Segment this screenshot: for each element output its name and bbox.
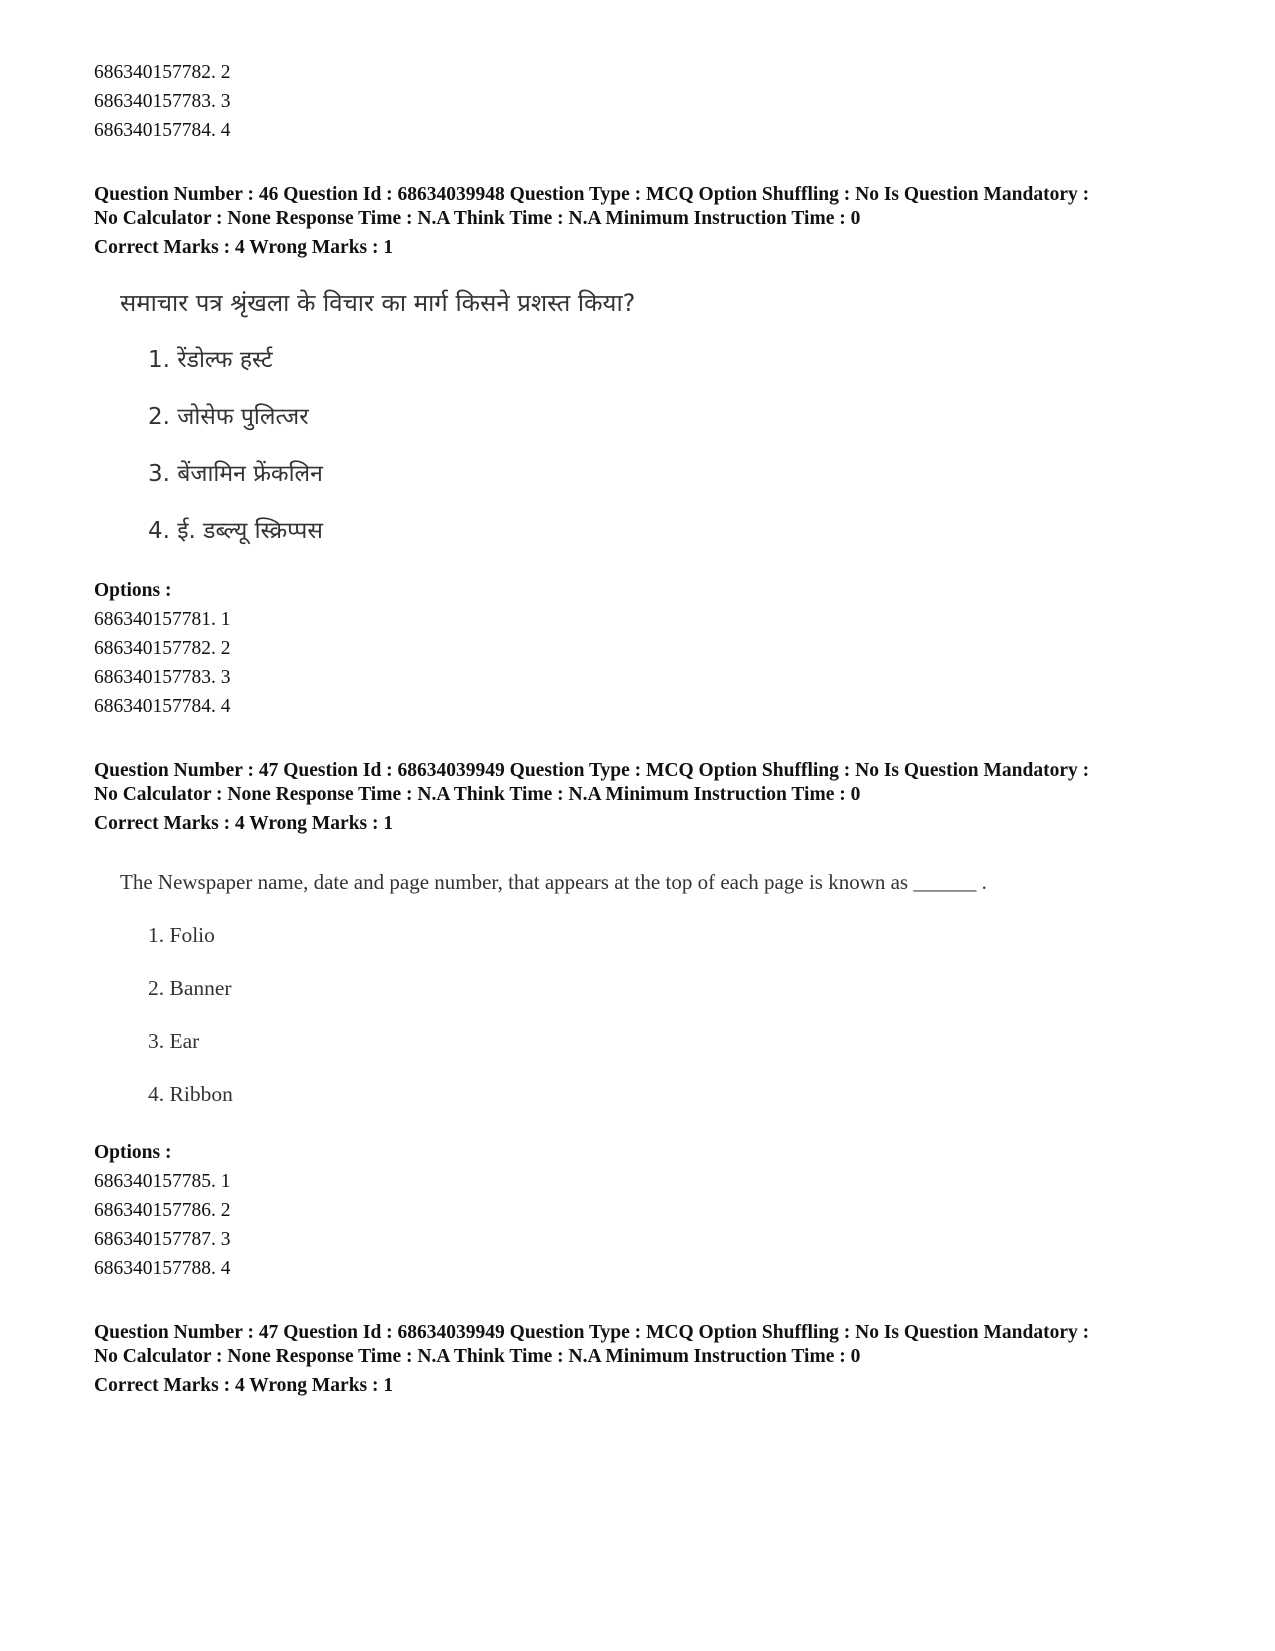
question-block-47-next <box>94 1321 1204 1400</box>
answer-choice: 1. Folio <box>148 923 215 947</box>
question-block-47 <box>94 759 1204 1283</box>
option-row: 686340157784. 4 <box>94 696 231 717</box>
question-marks: Correct Marks : 4 Wrong Marks : 1 <box>94 237 394 258</box>
option-row: 686340157786. 2 <box>94 1200 231 1221</box>
question-meta-line: No Calculator : None Response Time : N.A Think Time : N.A Minimum Instruction Time : 0 <box>94 784 861 805</box>
option-row: 686340157784. 4 <box>94 120 231 141</box>
options-label: Options : <box>94 1142 172 1163</box>
question-marks: Correct Marks : 4 Wrong Marks : 1 <box>94 1375 394 1396</box>
question-meta-line: No Calculator : None Response Time : N.A Think Time : N.A Minimum Instruction Time : 0 <box>94 1346 861 1367</box>
option-row: 686340157783. 3 <box>94 91 231 112</box>
question-marks: Correct Marks : 4 Wrong Marks : 1 <box>94 813 394 834</box>
option-row: 686340157788. 4 <box>94 1258 231 1279</box>
option-row: 686340157781. 1 <box>94 609 231 630</box>
option-row: 686340157783. 3 <box>94 667 231 688</box>
option-row: 686340157785. 1 <box>94 1171 231 1192</box>
answer-choice: 2. जोसेफ पुलित्जर <box>148 404 309 430</box>
answer-choice: 4. ई. डब्ल्यू स्क्रिप्पस <box>148 518 323 544</box>
answer-choice: 1. रेंडोल्फ हर्स्ट <box>148 347 273 373</box>
question-meta-line: No Calculator : None Response Time : N.A Think Time : N.A Minimum Instruction Time : 0 <box>94 208 861 229</box>
answer-choice: 2. Banner <box>148 976 232 1000</box>
question-block-46 <box>94 183 1204 721</box>
answer-choice: 4. Ribbon <box>148 1082 233 1106</box>
answer-choice: 3. बेंजामिन फ्रेंकलिन <box>148 461 323 487</box>
question-text: समाचार पत्र श्रृंखला के विचार का मार्ग किसने प्रशस्त किया? <box>120 289 636 317</box>
question-meta-line: Question Number : 47 Question Id : 68634039949 Question Type : MCQ Option Shuffling : No Is Question Mandatory : <box>94 760 1090 781</box>
option-row: 686340157787. 3 <box>94 1229 231 1250</box>
prev-options-list <box>94 58 1204 145</box>
document-page <box>94 58 1204 1400</box>
answer-choice: 3. Ear <box>148 1029 200 1053</box>
option-row: 686340157782. 2 <box>94 62 231 83</box>
option-row: 686340157782. 2 <box>94 638 231 659</box>
options-label: Options : <box>94 580 172 601</box>
question-meta-line: Question Number : 47 Question Id : 68634039949 Question Type : MCQ Option Shuffling : No Is Question Mandatory : <box>94 1322 1090 1343</box>
question-text: The Newspaper name, date and page number, that appears at the top of each page is known as ______ . <box>120 870 987 894</box>
question-meta-line: Question Number : 46 Question Id : 68634039948 Question Type : MCQ Option Shuffling : No Is Question Mandatory : <box>94 184 1090 205</box>
